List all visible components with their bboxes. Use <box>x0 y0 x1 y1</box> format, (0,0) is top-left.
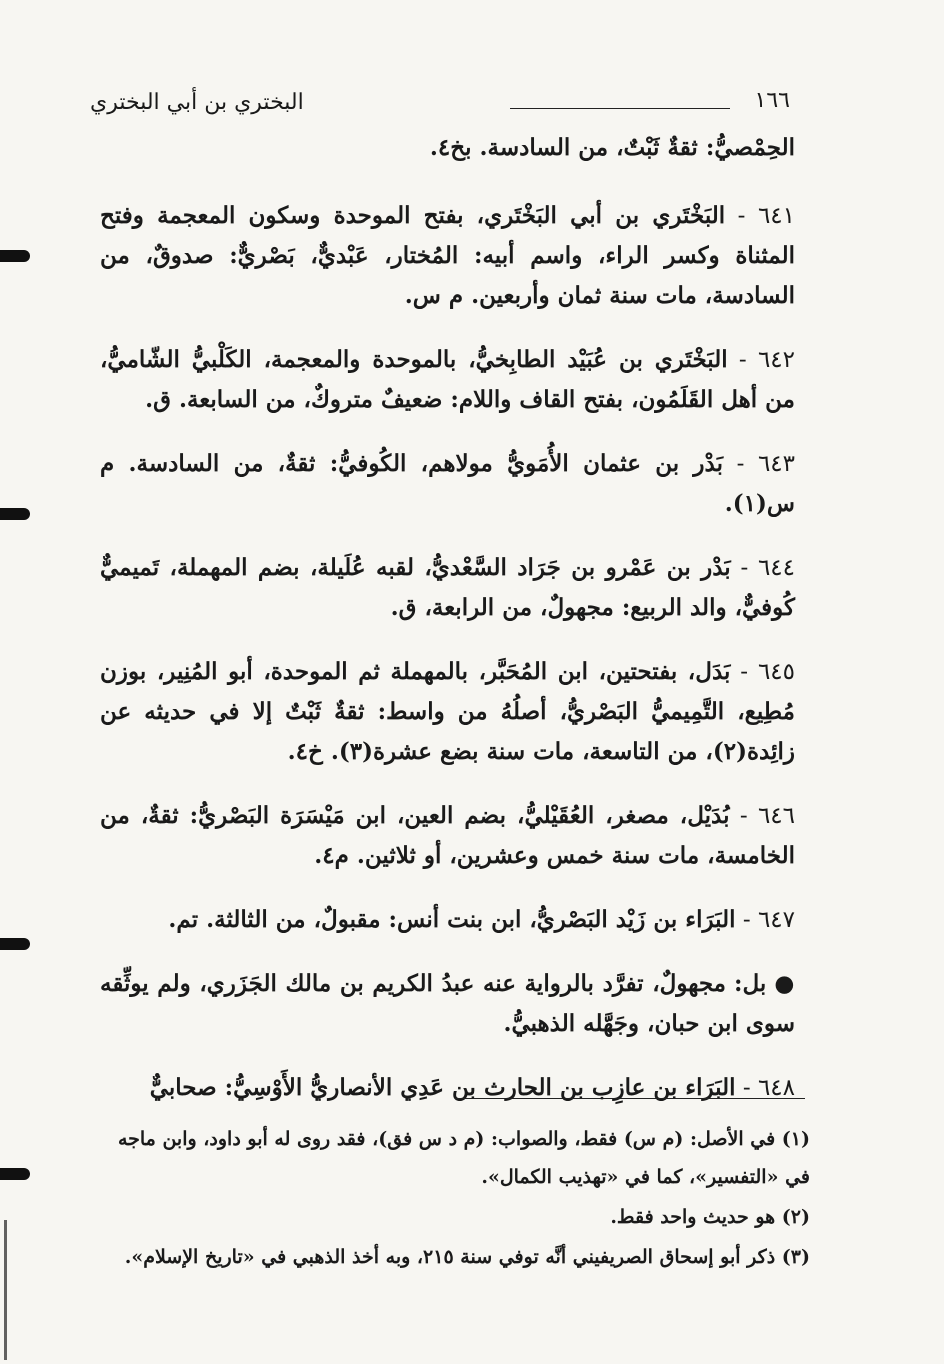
entry-648: ٦٤٨ - البَرَاء بن عازِب بن الحارث بن عَدِي الأنصاريُّ الأَوْسِيُّ: صحابيٌّ <box>149 1074 795 1101</box>
gutter-shadow <box>4 1220 7 1360</box>
footnote-1: (١) في الأصل: (م س) فقط، والصواب: (م د س فق)، فقد روى له أبو داود، وابن ماجه في «التفسير»، كما في «تهذيب الكمال». <box>117 1128 810 1188</box>
binding-mark <box>0 1168 30 1180</box>
entry-644: ٦٤٤ - بَدْر بن عَمْرو بن جَرَاد السَّعْديُّ، لقبه عُلَيلة، بضم المهملة، تَميميٌّ كُوفيٌّ، والد الربيع: مجهولٌ، من الرابعة، ق. <box>100 554 796 621</box>
running-title: البختري بن أبي البختري <box>90 90 304 115</box>
page-number: ١٦٦ <box>754 88 790 113</box>
entry-646: ٦٤٦ - بُدَيْل، مصغر، العُقَيْليُّ، بضم العين، ابن مَيْسَرَة البَصْريُّ: ثقةٌ، من الخامسة، مات سنة خمس وعشرين، أو ثلاثين. م٤. <box>100 802 795 869</box>
bullet-icon: ● <box>774 971 795 997</box>
entry-642: ٦٤٢ - البَخْتَري بن عُبَيْد الطابِخيُّ، بالموحدة والمعجمة، الكَلْبيُّ الشّاميُّ، من أهل القَلَمُون، بفتح القاف واللام: ضعيفٌ متروكٌ، من السابعة. ق. <box>100 346 796 413</box>
entry-continuation: الحِمْصيُّ: ثقةٌ ثَبْتٌ، من السادسة. بخ٤. <box>429 134 795 161</box>
footnotes <box>100 1120 810 1278</box>
entries-body <box>100 128 795 1132</box>
footnote-2: (٢) هو حديث واحد فقط. <box>610 1206 810 1228</box>
entry-647-comment: ● بل: مجهولٌ، تفرَّد بالرواية عنه عبدُ الكريم بن مالك الجَزَري، ولم يوثِّقه سوى ابن حبان، وجَهَّله الذهبيُّ. <box>100 970 795 1037</box>
entry-643: ٦٤٣ - بَدْر بن عثمان الأُمَويُّ مولاهم، الكُوفيُّ: ثقةٌ، من السادسة. م س(١). <box>100 450 796 517</box>
binding-mark <box>0 508 30 520</box>
footnote-rule <box>455 1098 805 1099</box>
binding-mark <box>0 250 30 262</box>
entry-645: ٦٤٥ - بَدَل، بفتحتين، ابن المُحَبَّر، بالمهملة ثم الموحدة، أبو المُنِير، بوزن مُطِيع، التَّمِيميُّ البَصْريُّ، أصلُهُ من واسط: ثقةٌ ثَبْتٌ إلا في حديثه عن زائِدة(٢)، من التاسعة، مات سنة بضع عشرة(٣). خ٤. <box>100 658 795 765</box>
footnote-3: (٣) ذكر أبو إسحاق الصريفيني أنَّه توفي سنة ٢١٥، وبه أخذ الذهبي في «تاريخ الإسلام». <box>124 1246 810 1268</box>
entry-647: ٦٤٧ - البَرَاء بن زَيْد البَصْريُّ، ابن بنت أنس: مقبولٌ، من الثالثة. تم. <box>168 906 795 933</box>
header-rule <box>510 108 730 109</box>
entry-641: ٦٤١ - البَخْتَري بن أبي البَخْتَري، بفتح الموحدة وسكون المعجمة وفتح المثناة وكسر الراء، واسم أبيه: المُختار، عَبْديٌّ، بَصْريٌّ: صدوقٌ، من السادسة، مات سنة ثمان وأربعين. م س. <box>100 202 795 309</box>
page-header <box>90 88 790 124</box>
binding-mark <box>0 938 30 950</box>
